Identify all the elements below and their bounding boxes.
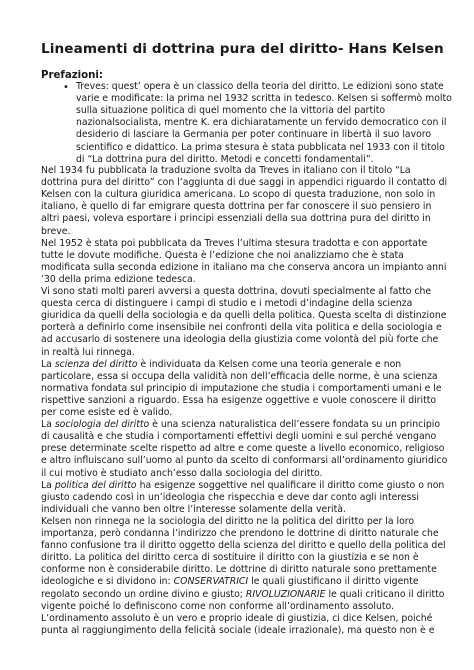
text-line xyxy=(41,395,436,407)
text-span: regolato secondo un ordine divino e giusto; xyxy=(41,588,246,600)
text-line: nazionalsocialista, mentre K. era dichiaratamente un fervido democratico con il xyxy=(76,117,447,129)
text-span: punta al raggiungimento della felicità sociale (ideale irrazionale), ma questo non è e xyxy=(41,624,435,636)
text-line xyxy=(41,419,440,431)
text-line xyxy=(41,480,444,492)
text-line xyxy=(41,238,427,250)
text-span: di causalità e che studia i comportamenti effettivi degli uomini e sul perché vengano xyxy=(41,431,437,443)
text-span: porterà a definirlo come insensibile nei confronti della vita politica e della sociologia e xyxy=(41,322,442,334)
text-line: scientifico e didattico. La prima stesura è stata pubblicata nel 1933 con il titolo xyxy=(76,141,445,153)
text-span: breve. xyxy=(41,225,71,237)
text-span: tutte le dovute modifiche. Questa è l’edizione che noi analizziamo che è stata xyxy=(41,249,404,261)
text-span: ad accusarlo di sostenere una ideologia della giustizia come volontà del più forte che xyxy=(41,334,439,346)
emphasized-text: RIVOLUZIONARIE xyxy=(245,588,326,600)
emphasized-text: CONSERVATRICI xyxy=(173,576,249,588)
text-line xyxy=(41,226,70,238)
text-span: altri paesi, voleva esportare i principi essenziali della sua dottrina pura del diritto in xyxy=(41,213,431,225)
text-line xyxy=(41,201,431,213)
text-span: il cui motivo è studiato anch’esso dalla sociologia del diritto. xyxy=(41,467,323,479)
emphasized-text: sociologia del diritto xyxy=(54,419,150,431)
text-line xyxy=(41,589,444,601)
text-line xyxy=(41,262,447,274)
text-line xyxy=(41,274,196,286)
text-line xyxy=(41,504,346,516)
text-span: Kelsen con la cultura giuridica americana. Lo scopo di questa traduzione, non solo in xyxy=(41,189,436,201)
text-line xyxy=(41,189,435,201)
text-line xyxy=(41,177,447,189)
text-line xyxy=(41,322,442,334)
text-line xyxy=(41,540,446,552)
text-span: ideologiche e si dividono in: xyxy=(41,576,174,588)
text-line xyxy=(41,310,446,322)
text-line xyxy=(41,528,439,540)
text-line xyxy=(41,492,419,504)
text-line xyxy=(41,455,447,467)
text-span: è individuata da Kelsen come una teoria generale e non xyxy=(137,358,402,370)
text-span: diritto. La politica del diritto cerca di sostituire il diritto con la giustizia e se non è xyxy=(41,552,419,564)
text-span: vigente poiché lo definiscono come non conforme all’ordinamento assoluto. xyxy=(41,600,394,612)
text-line xyxy=(41,165,411,177)
text-line: desiderio di lasciare la Germania per poter continuare in libertà il suo lavoro xyxy=(76,129,432,141)
text-line xyxy=(41,564,437,576)
text-span: normativa fondata sul principio di imputazione che studia i comportamenti umani e le xyxy=(41,382,442,394)
text-span: italiano, è quello di far emigrare questa dottrina per far conoscere il suo pensiero in xyxy=(41,201,432,213)
text-line xyxy=(41,334,438,346)
text-line xyxy=(41,625,434,637)
text-line: Treves: quest’ opera è un classico della teoria del diritto. Le edizioni sono state xyxy=(76,81,444,92)
text-line xyxy=(41,576,419,588)
text-span: Kelsen non rinnega ne la sociologia del diritto ne la politica del diritto per la loro xyxy=(41,515,415,527)
text-span: ha esigenze soggettive nel qualificare il diritto come giusto o non xyxy=(136,479,445,491)
text-span: conforme non è considerabile diritto. Le dottrine di diritto naturale sono prettamente xyxy=(41,564,437,576)
text-span: particolare, essa si occupa della validità non dell’efficacia delle norme, è una scienza xyxy=(41,370,438,382)
text-line xyxy=(41,371,438,383)
text-line xyxy=(41,213,431,225)
text-span: le quali criticano il diritto xyxy=(325,588,445,600)
text-span: questa cerca di distinguere i campi di studio e i metodi d’indagine della scienza xyxy=(41,298,413,310)
text-line xyxy=(41,431,436,443)
text-span: in realtà lui rinnega. xyxy=(41,346,135,358)
text-line: sulla situazione politica di quel momento che la vittoria del partito xyxy=(76,105,386,117)
text-span: è una scienza naturalistica dell’essere fondata su un principio xyxy=(149,419,441,431)
text-line xyxy=(41,359,401,371)
text-line xyxy=(41,601,394,613)
bullet-icon: • xyxy=(63,82,69,93)
text-line xyxy=(41,347,135,359)
text-span: Nel 1952 è stata poi pubblicata da Treves l’ultima stesura tradotta e con apportate xyxy=(41,237,428,249)
text-span: giuridica da quelli della sociologia e da quelli della politica. Questa scelta di distinzione xyxy=(41,310,447,322)
text-line xyxy=(41,468,322,480)
text-span: L’ordinamento assoluto è un vero e proprio ideale di giustizia, ci dice Kelsen, poiché xyxy=(41,612,433,624)
text-span: La xyxy=(41,479,55,491)
text-span: individuali che vanno ben oltre l’interesse solamente della verità. xyxy=(41,503,346,515)
text-span: le quali giustificano il diritto vigente xyxy=(248,576,419,588)
text-span: modificata sulla seconda edizione in italiano ma che conserva ancora un impianto anni xyxy=(41,261,447,273)
text-span: dottrina pura del diritto” con l’aggiunta di due saggi in appendici riguardo il contatto di xyxy=(41,177,448,189)
text-line xyxy=(41,613,432,625)
section-heading: Prefazioni: xyxy=(41,70,103,81)
text-span: prese determinate scelte rispetto ad altre e come queste a livello economico, religioso xyxy=(41,443,445,455)
text-span: per come esiste ed è valido. xyxy=(41,407,173,418)
text-span: rispettive sanzioni a riguardo. Essa ha esigenze oggettive e vuole conoscere il diritto xyxy=(41,394,437,406)
text-span: Vi sono stati molti pareri avversi a questa dottrina, dovuti specialmente al fatto che xyxy=(41,286,432,297)
text-line xyxy=(41,298,412,310)
text-span: importanza, però condanna l’indirizzo che prendono le dottrine di diritto naturale che xyxy=(41,528,439,539)
text-span: La xyxy=(41,419,55,431)
text-span: Nel 1934 fu pubblicata la traduzione svolta da Treves in italiano con il titolo “La xyxy=(41,165,411,176)
text-line xyxy=(41,443,445,455)
text-line xyxy=(41,516,414,528)
emphasized-text: scienza del diritto xyxy=(54,358,138,370)
text-line xyxy=(41,286,431,298)
text-line xyxy=(41,407,172,419)
text-span: ’30 della prima edizione tedesca. xyxy=(41,273,196,285)
text-span: fanno confusione tra il diritto oggetto della scienza del diritto e quello della politica del xyxy=(41,540,446,552)
document-title: Lineamenti di dottrina pura del diritto- Hans Kelsen xyxy=(41,41,444,57)
text-line: varie e modificate: la prima nel 1932 scritta in tedesco. Kelsen si soffermò molto xyxy=(76,93,452,105)
text-line xyxy=(41,383,442,395)
text-span: La xyxy=(41,358,55,370)
text-span: giusto cadendo così in un’ideologia che rispecchia e deve dar conto agli interessi xyxy=(41,491,419,503)
text-line: di “La dottrina pura del diritto. Metodi e concetti fondamentali”. xyxy=(76,153,374,165)
text-span: e altro influiscano sull’uomo al punto da scelto di conformarsi all’ordinamento giuridico xyxy=(41,455,448,467)
text-line xyxy=(41,552,419,564)
emphasized-text: politica del diritto xyxy=(54,479,137,491)
text-line xyxy=(41,250,404,262)
